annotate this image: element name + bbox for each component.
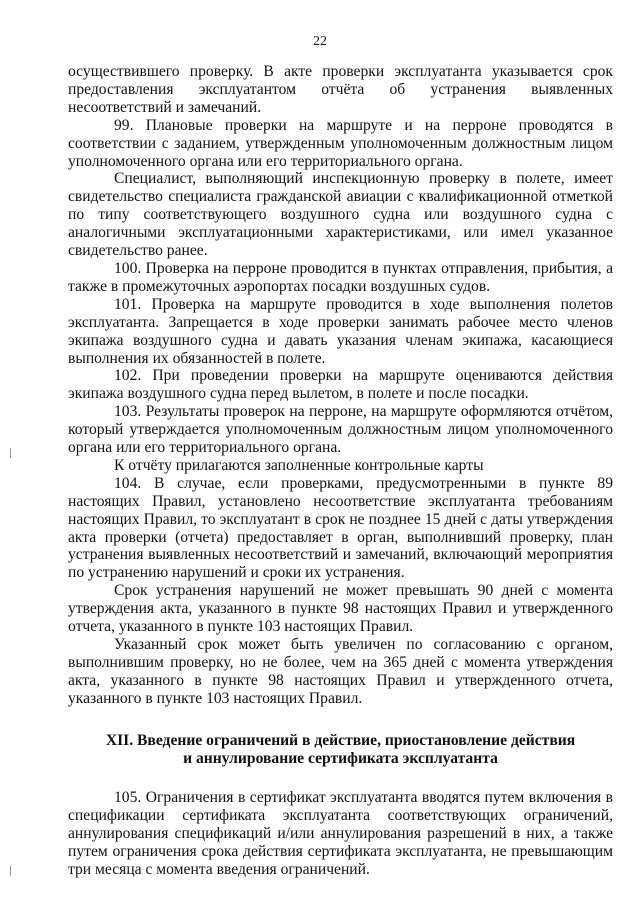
paragraph-p102: 102. При проведении проверки на маршруте оцениваются действия экипажа воздушного судна перед вылетом, в полете и после посадки. [68,367,613,403]
paragraph-p99: 99. Плановые проверки на маршруте и на перроне проводятся в соответствии с заданием, утвержденным уполномоченным должностным лицом уполномоченного органа или его территориального органа. [68,116,613,170]
document-body [68,63,613,879]
paragraph-p104b: Срок устранения нарушений не может превышать 90 дней с момента утверждения акта, указанного в пункте 98 настоящих Правил и утвержденного отчета, указанного в пункте 103 настоящих Правил. [68,582,613,636]
scan-artifact [10,448,11,458]
paragraph-p105: 105. Ограничения в сертификат эксплуатанта вводятся путем включения в спецификации сертификата эксплуатанта соответствующих ограничений, аннулирования спецификаций и/или аннулирования разрешений в них, а также путем ограничения срока действия сертификата эксплуатанта, не превышающим три месяца с момента введения ограничений. [68,789,613,879]
page-number: 22 [313,34,327,49]
paragraph-p104c: Указанный срок может быть увеличен по согласованию с органом, выполнившим проверку, но не более, чем на 365 дней с момента утверждения акта, указанного в пункте 98 настоящих Правил и утвержденного отчета, указанного в пункте 103 настоящих Правил. [68,636,613,707]
paragraphs-top [68,63,613,708]
section-heading-line2: и аннулирование сертификата эксплуатанта [183,749,498,767]
paragraph-p103: 103. Результаты проверок на перроне, на маршруте оформляются отчётом, который утверждается уполномоченным должностным лицом уполномоченного органа или его территориального органа. [68,403,613,457]
paragraph-p0: осуществившего проверку. В акте проверки эксплуатанта указывается срок предоставления эксплуатантом отчёта об устранения выявленных несоответствий и замечаний. [68,63,613,116]
paragraph-p99b: Специалист, выполняющий инспекционную проверку в полете, имеет свидетельство специалиста гражданской авиации с квалификационной отметкой по типу соответствующего воздушного судна или воздушного судна с аналогичными эксплуатационными характеристиками, или имел указанное свидетельство ранее. [68,170,613,260]
paragraph-p100: 100. Проверка на перроне проводится в пунктах отправления, прибытия, а также в промежуточных аэропортах посадки воздушных судов. [68,259,613,295]
paragraph-p103b: К отчёту прилагаются заполненные контрольные карты [114,456,484,474]
section-heading-line1: XII. Введение ограничений в действие, приостановление действия [105,731,576,749]
paragraphs-bottom [68,789,613,879]
scan-artifact [10,866,11,876]
paragraph-p101: 101. Проверка на маршруте проводится в ходе выполнения полетов эксплуатанта. Запрещается в ходе проверки занимать рабочее место членов экипажа воздушного судна и давать указания членам экипажа, касающиеся выполнения их обязанностей в полете. [68,295,613,367]
section-heading [68,732,613,768]
paragraph-p104: 104. В случае, если проверками, предусмотренными в пункте 89 настоящих Правил, установлено несоответствие эксплуатанта требованиям настоящих Правил, то эксплуатант в срок не позднее 15 дней с даты утверждения акта проверки (отчета) предоставляет в орган, выполнивший проверку, план устранения выявленных несоответствий и замечаний, включающий мероприятия по устранению нарушений и сроки их устранения. [68,474,613,582]
